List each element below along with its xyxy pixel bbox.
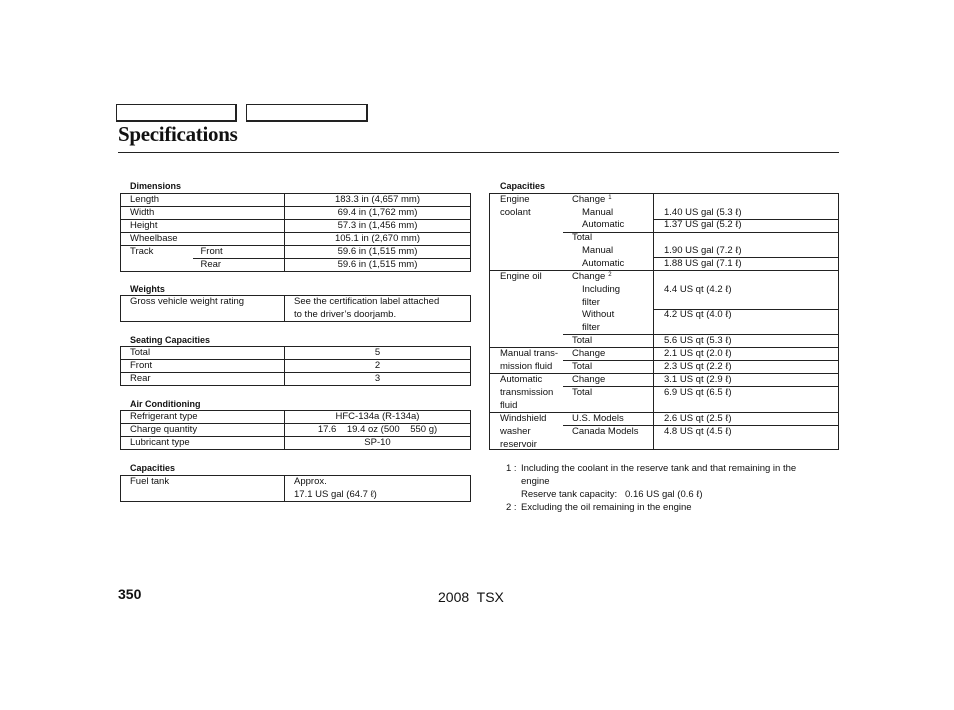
fuel-capacities-table [120,475,471,502]
oil-including-value: 4.4 US qt (4.2 ℓ) [664,284,732,295]
washer-label: reservoir [500,439,537,450]
washer-label: Windshield [500,413,547,424]
automatic-transmission-label: fluid [500,400,518,411]
capacities-heading: Capacities [500,181,546,191]
ac-label: Lubricant type [121,437,285,450]
table-row [121,194,471,207]
mt-change-value: 2.1 US qt (2.0 ℓ) [664,348,732,359]
coolant-total-manual-label: Manual [582,245,614,256]
dimension-value: 59.6 in (1,515 mm) [285,246,471,259]
table-row [121,476,471,502]
seating-label: Front [121,360,285,373]
weights-heading: Weights [130,284,165,294]
fuel-tank-value [285,476,471,502]
footer-model: 2008 TSX [438,589,504,605]
washer-canada-label: Canada Models [572,426,639,437]
title-divider [118,152,839,153]
table-row [121,207,471,220]
table-row [121,437,471,450]
table-row [121,360,471,373]
table-row [121,296,471,322]
ac-label: Refrigerant type [121,411,285,424]
fuel-tank-value-line1: Approx. [294,476,327,487]
manual-transmission-label: mission fluid [500,361,553,372]
dimension-label: Height [121,220,285,233]
footnote-1-text: Including the coolant in the reserve tank and that remaining in the [521,463,797,474]
dimension-value: 105.1 in (2,670 mm) [285,233,471,246]
coolant-manual-value: 1.40 US gal (5.3 ℓ) [664,207,742,218]
oil-change-text: Change [572,271,606,282]
footnote-2-text: Excluding the oil remaining in the engine [521,502,692,513]
footnote-2-marker: 2 : [506,502,517,513]
manual-transmission-label: Manual trans- [500,348,559,359]
footnote-1-text: Reserve tank capacity: 0.16 US gal (0.6 ℓ) [521,489,703,500]
weights-table [120,295,471,322]
dimension-value: 69.4 in (1,762 mm) [285,207,471,220]
mt-change-label: Change [572,348,606,359]
seating-label: Total [121,347,285,360]
coolant-total-label: Total [572,232,593,243]
mt-total-label: Total [572,361,593,372]
dimension-label: Length [121,194,285,207]
dimension-label: Wheelbase [121,233,285,246]
table-row [121,233,471,246]
dimension-sublabel: Rear [193,259,285,272]
dimension-sublabel: Front [193,246,285,259]
at-change-value: 3.1 US qt (2.9 ℓ) [664,374,732,385]
coolant-total-automatic-value: 1.88 US gal (7.1 ℓ) [664,258,742,269]
weight-label: Gross vehicle weight rating [121,296,285,322]
footnote-marker: 2 [608,272,612,278]
oil-including-label: Including [582,284,621,295]
ac-value: SP-10 [285,437,471,450]
dimension-value: 59.6 in (1,515 mm) [285,259,471,272]
weight-value-line2: to the driver’s doorjamb. [294,308,397,320]
table-row [121,347,471,360]
seating-value: 3 [285,373,471,386]
ac-label: Charge quantity [121,424,285,437]
table-row [121,411,471,424]
dimension-value: 57.3 in (1,456 mm) [285,220,471,233]
footnote-marker: 1 [608,195,612,201]
air-conditioning-heading: Air Conditioning [130,399,201,409]
dimensions-table [120,193,471,272]
table-row [121,373,471,386]
coolant-change-text: Change [572,194,606,205]
dimension-value: 183.3 in (4,657 mm) [285,194,471,207]
dimension-label: Track [121,246,193,272]
dimensions-heading: Dimensions [130,181,182,191]
fuel-tank-label: Fuel tank [121,476,285,502]
coolant-automatic-label: Automatic [582,219,625,230]
dimension-label: Width [121,207,285,220]
washer-us-value: 2.6 US qt (2.5 ℓ) [664,413,732,424]
at-total-value: 6.9 US qt (6.5 ℓ) [664,387,732,398]
oil-total-label: Total [572,335,593,346]
oil-without-label: filter [582,322,600,333]
table-row [121,424,471,437]
engine-coolant-label: Engine [500,194,530,205]
washer-canada-value: 4.8 US qt (4.5 ℓ) [664,426,732,437]
washer-us-label: U.S. Models [572,413,624,424]
coolant-total-manual-value: 1.90 US gal (7.2 ℓ) [664,245,742,256]
automatic-transmission-label: transmission [500,387,554,398]
fuel-tank-value-line2: 17.1 US gal (64.7 ℓ) [294,488,377,500]
page-title: Specifications [118,122,238,146]
engine-oil-label: Engine oil [500,271,542,282]
washer-label: washer [500,426,531,437]
page-number: 350 [118,586,142,602]
air-conditioning-table [120,410,471,450]
row-divider [490,270,839,271]
table-row [121,246,471,259]
mt-total-value: 2.3 US qt (2.2 ℓ) [664,361,732,372]
table-row [121,220,471,233]
header-tab-right [246,104,368,122]
seating-value: 5 [285,347,471,360]
coolant-automatic-value: 1.37 US gal (5.2 ℓ) [664,219,742,230]
engine-coolant-label: coolant [500,207,531,218]
seating-table [120,346,471,386]
at-change-label: Change [572,374,606,385]
oil-without-label: Without [582,309,615,320]
at-total-label: Total [572,387,593,398]
seating-heading: Seating Capacities [130,335,211,345]
oil-total-value: 5.6 US qt (5.3 ℓ) [664,335,732,346]
seating-label: Rear [121,373,285,386]
oil-change-label [572,271,612,283]
capacities-table [489,193,839,450]
weight-value-line1: See the certification label attached [294,296,440,307]
ac-value: 17.6 19.4 oz (500 550 g) [285,424,471,437]
weight-value [285,296,471,322]
row-divider [563,232,839,233]
oil-including-label: filter [582,297,600,308]
footnote-1-marker: 1 : [506,463,517,474]
oil-without-value: 4.2 US qt (4.0 ℓ) [664,309,732,320]
footnote-1-text: engine [521,476,550,487]
coolant-manual-label: Manual [582,207,614,218]
fuel-capacities-heading: Capacities [130,463,176,473]
coolant-change-label [572,194,612,206]
header-tab-left [116,104,237,122]
coolant-total-automatic-label: Automatic [582,258,625,269]
ac-value: HFC-134a (R-134a) [285,411,471,424]
automatic-transmission-label: Automatic [500,374,543,385]
seating-value: 2 [285,360,471,373]
